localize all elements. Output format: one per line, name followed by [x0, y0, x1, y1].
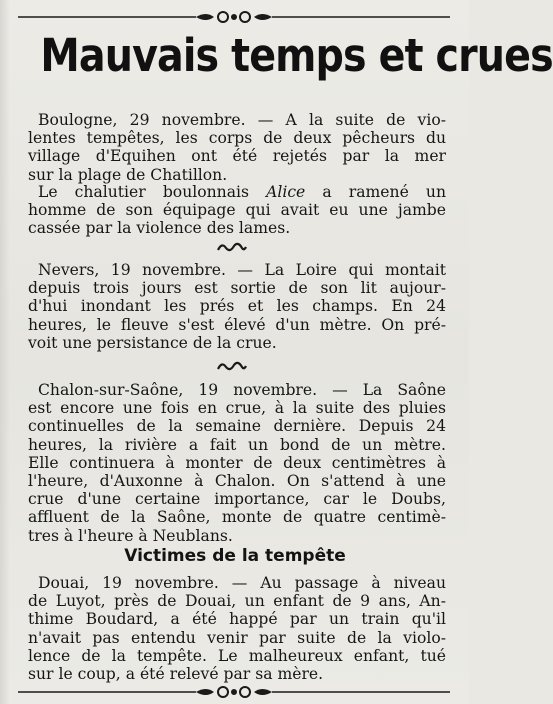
text-line: n'avait pas entendu venir par suite de la violo-	[28, 628, 446, 647]
text-line: crue d'une certaine importance, car le Doubs,	[28, 490, 446, 509]
paragraph-chalon-sur-saone	[28, 381, 446, 545]
text-line: Chalon-sur-Saône, 19 novembre. — La Saône	[38, 381, 446, 399]
text-line: est encore une fois en crue, à la suite des pluies	[28, 399, 446, 418]
text-line: heures, la rivière a fait un bond de un mètre.	[28, 435, 446, 454]
text-line: homme de son équipage qui avait eu une jambe	[28, 201, 446, 220]
text-line: sur le coup, a été relevé par sa mère.	[28, 665, 324, 684]
text-line: lence de la tempête. Le malheureux enfant, tué	[28, 646, 446, 665]
text-line: tres à l'heure à Neublans.	[28, 526, 233, 545]
text-line: cassée par la violence des lames.	[28, 219, 291, 238]
text-line: lentes tempêtes, les corps de deux pêcheurs du	[28, 129, 446, 148]
paragraph-boulogne	[28, 111, 446, 184]
section-separator-ornament	[216, 360, 248, 372]
text-line: Boulogne, 29 novembre. — A la suite de vio-	[38, 111, 446, 129]
text-line: continuelles de la semaine dernière. Depuis 24	[28, 417, 446, 436]
ship-name: Alice	[266, 183, 306, 201]
text-line: affluent de la Saône, monte de quatre centimè-	[28, 508, 446, 527]
page-edge-shadow	[0, 0, 10, 704]
text-line: de Luyot, près de Douai, un enfant de 9 ans, An-	[28, 592, 446, 611]
text-line: Douai, 19 novembre. — Au passage à niveau	[38, 574, 446, 592]
text-line: Le chalutier boulonnais Alice a ramené un	[38, 183, 446, 201]
text-line: heures, le fleuve s'est élevé d'un mètre. On pré-	[28, 315, 446, 334]
article-title: Mauvais temps et crues	[40, 29, 553, 82]
text-line: l'heure, d'Auxonne à Chalon. On s'attend à une	[28, 472, 446, 491]
paragraph-nevers	[28, 261, 446, 352]
text-line: Nevers, 19 novembre. — La Loire qui montait	[38, 261, 446, 279]
paragraph-douai	[28, 574, 446, 683]
text-line: depuis trois jours est sortie de son lit aujour-	[28, 279, 446, 298]
text-line: voit une persistance de la crue.	[28, 333, 277, 352]
text-line: thime Boudard, a été happé par un train qu'il	[28, 610, 446, 629]
section-separator-ornament	[216, 241, 248, 253]
text-line: d'hui inondant les prés et les champs. En 24	[28, 297, 446, 316]
text-line: village d'Equihen ont été rejetés par la mer	[28, 147, 446, 166]
paragraph-chalutier	[28, 183, 446, 238]
section-subheading: Victimes de la tempête	[124, 546, 346, 566]
bottom-ornamental-rule	[18, 685, 450, 699]
text-line: Elle continuera à monter de deux centimètres à	[28, 453, 446, 472]
text-line: sur la plage de Chatillon.	[28, 165, 228, 184]
